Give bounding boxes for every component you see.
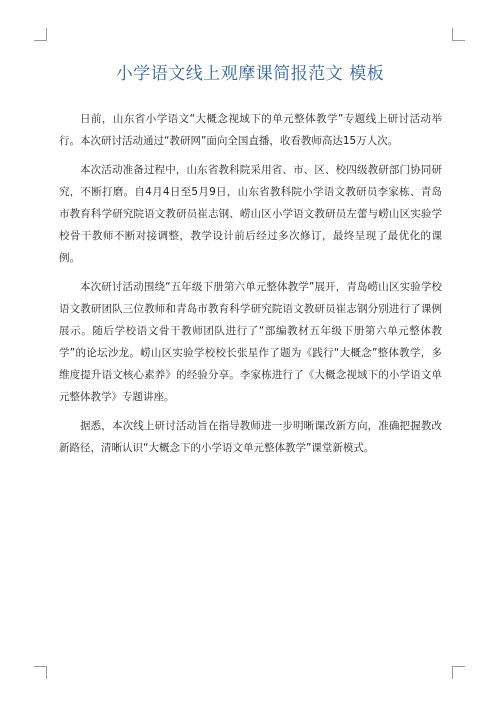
crop-mark-bottom-left (34, 666, 47, 679)
paragraph-preparation: 本次活动准备过程中，山东省教科院采用省、市、区、校四级教研部门协同研究，不断打磨。自4月4日至5月9日，山东省教科院小学语文教研员李家栋、青岛市教育科学研究院语文教研员崔志钢、崂山区小学语文教研员左蕾与崂山区实验学校骨干教师不断对接调整，教学设计前后经过多次修订，最终呈现了最优化的课例。 (59, 164, 442, 264)
paragraph-intro: 日前，山东省小学语文“大概念视域下的单元整体教学”专题线上研讨活动举行。本次研讨活动通过“教研网”面向全国直播，收看教师高达15万人次。 (59, 113, 442, 147)
crop-mark-top-left (34, 28, 47, 41)
paragraph-conclusion: 据悉，本次线上研讨活动旨在指导教师进一步明晰课改新方向，准确把握教改新路径，清晰认识“大概念下的小学语文单元整体教学”课堂新模式。 (59, 420, 442, 454)
document-body (59, 108, 442, 466)
crop-mark-bottom-right (452, 666, 465, 679)
paragraph-activities: 本次研讨活动围绕“五年级下册第六单元整体教学”展开，青岛崂山区实验学校语文教研团队三位教师和青岛市教育科学研究院语文教研员崔志钢分别进行了课例展示。随后学校语文骨干教师团队进行了“部编教材五年级下册第六单元整体教学”的论坛沙龙。崂山区实验学校校长张星作了题为《践行“大概念”整体教学，多维度提升语文核心素养》的经验分享。李家栋进行了《大概念视域下的小学语文单元整体教学》专题讲座。 (59, 281, 442, 403)
crop-mark-top-right (452, 28, 465, 41)
document-title: 小学语文线上观摩课简报范文 模板 (115, 64, 385, 84)
